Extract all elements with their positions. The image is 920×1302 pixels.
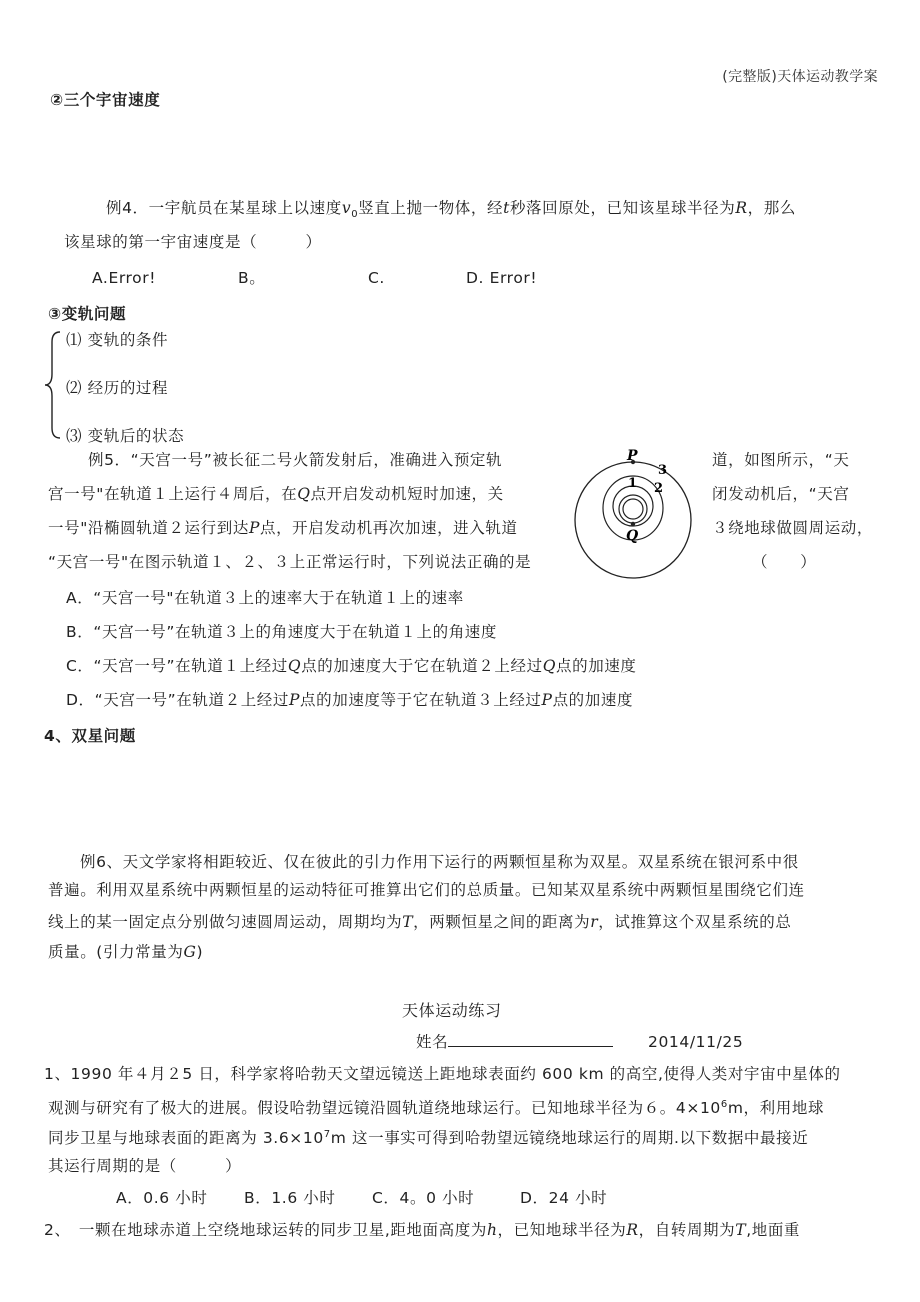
ex4-option-b: B。 bbox=[238, 269, 266, 287]
earth-inner bbox=[623, 499, 643, 519]
ex5-line4-right: （ ） bbox=[752, 553, 817, 571]
orbit-diagram bbox=[570, 448, 698, 582]
q1-line1: 1、1990 年４月２5 日，科学家将哈勃天文望远镜送上距地球表面约 600 km 的高空,使得人类对宇宙中星体的 bbox=[44, 1065, 841, 1083]
ex5-line3-right: ３绕地球做圆周运动， bbox=[712, 519, 874, 537]
name-label: 姓名 bbox=[416, 1033, 449, 1051]
q1-option-c: C．4。0 小时 bbox=[372, 1189, 475, 1207]
ex5-option-b: B．“天宫一号”在轨道３上的角速度大于在轨道１上的角速度 bbox=[66, 623, 497, 641]
q1-option-a: A．0.6 小时 bbox=[116, 1189, 208, 1207]
ex6-line1: 例6、天文学家将相距较近、仅在彼此的引力作用下运行的两颗恒星称为双星。双星系统在银河系中很 bbox=[80, 853, 799, 871]
section-title-cosmic-velocities: ②三个宇宙速度 bbox=[50, 91, 161, 109]
ex4-option-c: C. bbox=[368, 269, 385, 287]
ex4-option-a: A.Error! bbox=[92, 269, 157, 287]
ex5-option-a: A．“天宫一号"在轨道３上的速率大于在轨道１上的速率 bbox=[66, 589, 464, 607]
ex6-line3: 线上的某一固定点分别做匀速圆周运动，周期均为T，两颗恒星之间的距离为r，试推算这个双星系统的总 bbox=[48, 913, 792, 931]
ex5-line2-right: 闭发动机后，“天宫 bbox=[712, 485, 850, 503]
ex4-option-d: D. Error! bbox=[466, 269, 538, 287]
fig-label-2: 2 bbox=[654, 481, 664, 496]
ex6-line2: 普遍。利用双星系统中两颗恒星的运动特征可推算出它们的总质量。已知某双星系统中两颗恒星围绕它们连 bbox=[48, 881, 805, 899]
fig-label-3: 3 bbox=[658, 463, 668, 478]
ex4-line2: 该星球的第一宇宙速度是（ ） bbox=[64, 233, 322, 251]
fig-label-1: 1 bbox=[628, 476, 638, 491]
practice-title: 天体运动练习 bbox=[402, 1001, 502, 1020]
ex4-line1: 例4．一宇航员在某星球上以速度$v_0$竖直上抛一物体，经t秒落回原处，已知该星球半径为R，那么 bbox=[106, 199, 796, 221]
q1-line4: 其运行周期的是（ ） bbox=[48, 1157, 242, 1175]
ex5-line4-left: “天宫一号"在图示轨道１、２、３上正常运行时，下列说法正确的是 bbox=[48, 553, 532, 571]
sec3-item-condition: ⑴ 变轨的条件 bbox=[66, 331, 169, 349]
q1-option-d: D．24 小时 bbox=[520, 1189, 608, 1207]
fig-label-q: Q bbox=[626, 528, 639, 544]
q1-line2: 观测与研究有了极大的进展。假设哈勃望远镜沿圆轨道绕地球运行。已知地球半径为６。$4\times 10^6m$，利用地球 bbox=[48, 1099, 825, 1118]
ex5-option-d: D．“天宫一号”在轨道２上经过P点的加速度等于它在轨道３上经过P点的加速度 bbox=[66, 691, 634, 709]
point-q-dot bbox=[631, 522, 635, 526]
name-blank[interactable] bbox=[448, 1032, 613, 1047]
practice-date: 2014/11/25 bbox=[648, 1033, 744, 1051]
sec3-item-process: ⑵ 经历的过程 bbox=[66, 379, 169, 397]
document-header: (完整版)天体运动教学案 bbox=[722, 69, 878, 85]
ex5-option-c: C．“天宫一号”在轨道１上经过Q点的加速度大于它在轨道２上经过Q点的加速度 bbox=[66, 657, 637, 675]
ex5-line2-left: 宫一号"在轨道１上运行４周后，在Q点开启发动机短时加速，关 bbox=[48, 485, 504, 503]
q1-line3: 同步卫星与地球表面的距离为 $3.6\times 10^7m$ 这一事实可得到哈勃望远镜绕地球运行的周期.以下数据中最接近 bbox=[48, 1129, 809, 1148]
section-title-binary-stars: 4、双星问题 bbox=[44, 727, 136, 745]
ex5-line1-left: 例5．“天宫一号”被长征二号火箭发射后，准确进入预定轨 bbox=[88, 451, 503, 469]
curly-brace-icon bbox=[42, 330, 66, 440]
ex5-line1-right: 道，如图所示，“天 bbox=[712, 451, 850, 469]
ex6-line4: 质量。(引力常量为G) bbox=[48, 943, 204, 961]
q2-line1: 2、 一颗在地球赤道上空绕地球运转的同步卫星,距地面高度为h，已知地球半径为R，自转周期为T,地面重 bbox=[44, 1221, 801, 1239]
name-row bbox=[416, 1032, 613, 1052]
fig-label-p: P bbox=[627, 448, 638, 464]
sec3-item-state: ⑶ 变轨后的状态 bbox=[66, 427, 185, 445]
ex5-line3-left: 一号"沿椭圆轨道２运行到达P点，开启发动机再次加速，进入轨道 bbox=[48, 519, 518, 537]
section-title-orbit-change: ③变轨问题 bbox=[48, 305, 127, 323]
q1-option-b: B．1.6 小时 bbox=[244, 1189, 336, 1207]
